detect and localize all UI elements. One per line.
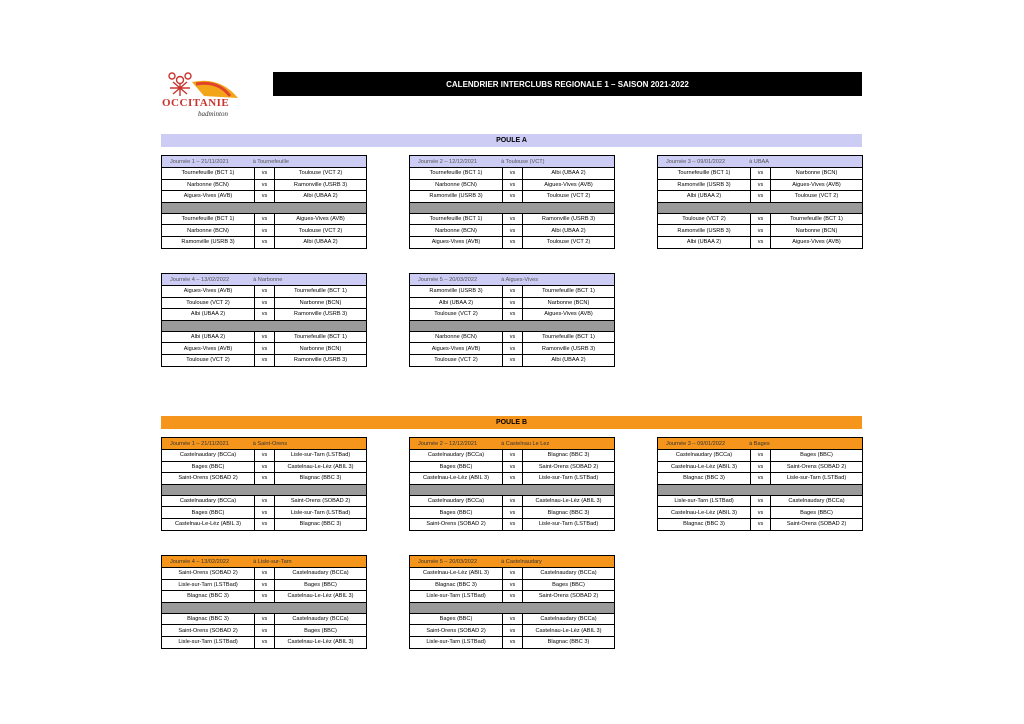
home-team: Toulouse (VCT 2) (410, 309, 503, 321)
match-row (410, 461, 615, 473)
match-row (658, 213, 863, 225)
match-row (658, 225, 863, 237)
versus-label: vs (255, 518, 275, 530)
away-team: Bages (BBC) (523, 579, 615, 591)
journee-date: Journée 4 – 13/02/2022 (170, 276, 230, 283)
home-team: Aigues-Vives (AVB) (162, 343, 255, 355)
journee-venue: à Bages (749, 440, 770, 447)
versus-label: vs (503, 331, 523, 343)
home-team: Castelnaudary (BCCa) (410, 450, 503, 462)
away-team: Tournefeuille (BCT 1) (523, 331, 615, 343)
versus-label: vs (503, 461, 523, 473)
home-team: Tournefeuille (BCT 1) (162, 168, 255, 180)
versus-label: vs (255, 225, 275, 237)
poule-a-journee-4-table (161, 273, 367, 367)
match-row (410, 568, 615, 580)
versus-label: vs (503, 450, 523, 462)
home-team: Saint-Orens (SOBAD 2) (410, 625, 503, 637)
home-team: Blagnac (BBC 3) (658, 473, 751, 485)
home-team: Toulouse (VCT 2) (162, 297, 255, 309)
away-team: Albi (UBAA 2) (275, 236, 367, 248)
round-separator (658, 484, 863, 495)
versus-label: vs (503, 309, 523, 321)
home-team: Ramonville (USRB 3) (658, 225, 751, 237)
match-row (410, 473, 615, 485)
match-row (162, 495, 367, 507)
match-row (410, 179, 615, 191)
match-row (162, 591, 367, 603)
journee-header (162, 156, 367, 168)
versus-label: vs (255, 309, 275, 321)
versus-label: vs (503, 191, 523, 203)
home-team: Saint-Orens (SOBAD 2) (162, 473, 255, 485)
match-row (410, 354, 615, 366)
versus-label: vs (255, 236, 275, 248)
away-team: Toulouse (VCT 2) (771, 191, 863, 203)
away-team: Lisle-sur-Tarn (LSTBad) (275, 450, 367, 462)
journee-header (162, 556, 367, 568)
versus-label: vs (255, 625, 275, 637)
away-team: Narbonne (BCN) (771, 168, 863, 180)
versus-label: vs (255, 461, 275, 473)
home-team: Saint-Orens (SOBAD 2) (162, 568, 255, 580)
away-team: Castelnaudary (BCCa) (523, 568, 615, 580)
match-row (162, 613, 367, 625)
journee-date: Journée 2 – 12/12/2021 (418, 158, 478, 165)
away-team: Bages (BBC) (771, 507, 863, 519)
versus-label: vs (503, 297, 523, 309)
versus-label: vs (255, 507, 275, 519)
poule-b-header: POULE B (161, 416, 862, 429)
round-separator (162, 320, 367, 331)
match-row (410, 591, 615, 603)
round-separator (410, 320, 615, 331)
away-team: Narbonne (BCN) (771, 225, 863, 237)
home-team: Albi (UBAA 2) (658, 191, 751, 203)
versus-label: vs (503, 168, 523, 180)
match-row (658, 495, 863, 507)
journee-venue: à Lisle-sur-Tarn (253, 558, 292, 565)
journee-header (658, 438, 863, 450)
away-team: Castelnau-Le-Lèz (ABIL 3) (275, 461, 367, 473)
match-row (162, 461, 367, 473)
away-team: Castelnaudary (BCCa) (523, 613, 615, 625)
match-row (410, 168, 615, 180)
versus-label: vs (255, 450, 275, 462)
occitanie-badminton-logo (158, 70, 246, 120)
versus-label: vs (751, 213, 771, 225)
home-team: Saint-Orens (SOBAD 2) (162, 625, 255, 637)
versus-label: vs (503, 507, 523, 519)
match-row (162, 168, 367, 180)
match-row (162, 213, 367, 225)
home-team: Albi (UBAA 2) (162, 331, 255, 343)
match-row (162, 450, 367, 462)
away-team: Ramonville (USRB 3) (275, 309, 367, 321)
logo-text-occitanie: OCCITANIE (162, 97, 230, 109)
home-team: Castelnaudary (BCCa) (162, 495, 255, 507)
poule-a-journee-3-table (657, 155, 863, 249)
away-team: Toulouse (VCT 2) (275, 168, 367, 180)
versus-label: vs (751, 168, 771, 180)
away-team: Bages (BBC) (771, 450, 863, 462)
home-team: Castelnaudary (BCCa) (162, 450, 255, 462)
journee-date: Journée 1 – 21/11/2021 (170, 158, 229, 165)
away-team: Toulouse (VCT 2) (523, 236, 615, 248)
home-team: Lisle-sur-Tarn (LSTBad) (162, 636, 255, 648)
versus-label: vs (751, 225, 771, 237)
home-team: Narbonne (BCN) (410, 331, 503, 343)
poule-a-header: POULE A (161, 134, 862, 147)
match-row (162, 236, 367, 248)
journee-header (410, 438, 615, 450)
versus-label: vs (751, 236, 771, 248)
round-separator (162, 202, 367, 213)
away-team: Tournefeuille (BCT 1) (275, 331, 367, 343)
versus-label: vs (751, 473, 771, 485)
versus-label: vs (255, 168, 275, 180)
away-team: Tournefeuille (BCT 1) (771, 213, 863, 225)
home-team: Castelnau-Le-Lèz (ABIL 3) (410, 568, 503, 580)
home-team: Toulouse (VCT 2) (162, 354, 255, 366)
match-row (162, 191, 367, 203)
away-team: Albi (UBAA 2) (523, 225, 615, 237)
journee-header (162, 438, 367, 450)
journee-header (410, 156, 615, 168)
match-row (410, 450, 615, 462)
home-team: Bages (BBC) (410, 507, 503, 519)
home-team: Ramonville (USRB 3) (410, 191, 503, 203)
journee-header (162, 274, 367, 286)
journee-venue: à Castelnaudary (501, 558, 542, 565)
match-row (410, 225, 615, 237)
match-row (162, 579, 367, 591)
versus-label: vs (255, 568, 275, 580)
match-row (658, 507, 863, 519)
away-team: Lisle-sur-Tarn (LSTBad) (523, 518, 615, 530)
away-team: Lisle-sur-Tarn (LSTBad) (523, 473, 615, 485)
poule-b-journee-5-table (409, 555, 615, 649)
match-row (410, 613, 615, 625)
versus-label: vs (503, 591, 523, 603)
journee-venue: à Tournefeuille (252, 158, 289, 165)
home-team: Toulouse (VCT 2) (658, 213, 751, 225)
match-row (410, 343, 615, 355)
journee-venue: à Narbonne (253, 276, 283, 283)
match-row (658, 473, 863, 485)
journee-date: Journée 5 – 20/03/2022 (418, 276, 478, 283)
home-team: Aigues-Vives (AVB) (410, 236, 503, 248)
versus-label: vs (503, 518, 523, 530)
versus-label: vs (751, 461, 771, 473)
versus-label: vs (503, 225, 523, 237)
journee-venue: à Aigues-Vives (501, 276, 539, 283)
home-team: Saint-Orens (SOBAD 2) (410, 518, 503, 530)
versus-label: vs (503, 213, 523, 225)
away-team: Castelnau-Le-Lèz (ABIL 3) (523, 495, 615, 507)
round-separator (162, 602, 367, 613)
journee-date: Journée 4 – 13/02/2022 (170, 558, 230, 565)
journee-date: Journée 1 – 21/11/2021 (170, 440, 229, 447)
versus-label: vs (503, 343, 523, 355)
versus-label: vs (751, 495, 771, 507)
match-row (410, 191, 615, 203)
away-team: Castelnaudary (BCCa) (275, 613, 367, 625)
versus-label: vs (255, 331, 275, 343)
away-team: Saint-Orens (SOBAD 2) (771, 461, 863, 473)
match-row (162, 225, 367, 237)
versus-label: vs (255, 179, 275, 191)
match-row (162, 297, 367, 309)
match-row (162, 343, 367, 355)
home-team: Bages (BBC) (162, 507, 255, 519)
poule-a-journee-5-table (409, 273, 615, 367)
away-team: Bages (BBC) (275, 625, 367, 637)
home-team: Albi (UBAA 2) (162, 309, 255, 321)
versus-label: vs (751, 179, 771, 191)
journee-venue: à Toulouse (VCT) (501, 158, 545, 165)
home-team: Ramonville (USRB 3) (658, 179, 751, 191)
match-row (410, 518, 615, 530)
match-row (410, 236, 615, 248)
away-team: Ramonville (USRB 3) (523, 213, 615, 225)
away-team: Tournefeuille (BCT 1) (523, 286, 615, 298)
poule-b-journee-4-table (161, 555, 367, 649)
away-team: Toulouse (VCT 2) (275, 225, 367, 237)
home-team: Blagnac (BBC 3) (162, 591, 255, 603)
away-team: Narbonne (BCN) (275, 297, 367, 309)
poule-b-journee-1-table (161, 437, 367, 531)
away-team: Tournefeuille (BCT 1) (275, 286, 367, 298)
versus-label: vs (751, 191, 771, 203)
away-team: Albi (UBAA 2) (275, 191, 367, 203)
versus-label: vs (751, 518, 771, 530)
away-team: Saint-Orens (SOBAD 2) (275, 495, 367, 507)
home-team: Bages (BBC) (410, 613, 503, 625)
home-team: Tournefeuille (BCT 1) (410, 168, 503, 180)
away-team: Aigues-Vives (AVB) (275, 213, 367, 225)
home-team: Narbonne (BCN) (410, 179, 503, 191)
away-team: Saint-Orens (SOBAD 2) (771, 518, 863, 530)
match-row (410, 625, 615, 637)
match-row (410, 309, 615, 321)
home-team: Lisle-sur-Tarn (LSTBad) (658, 495, 751, 507)
away-team: Lisle-sur-Tarn (LSTBad) (771, 473, 863, 485)
home-team: Aigues-Vives (AVB) (162, 191, 255, 203)
away-team: Saint-Orens (SOBAD 2) (523, 461, 615, 473)
journee-date: Journée 5 – 20/03/2022 (418, 558, 478, 565)
home-team: Tournefeuille (BCT 1) (410, 213, 503, 225)
away-team: Ramonville (USRB 3) (275, 354, 367, 366)
home-team: Narbonne (BCN) (162, 179, 255, 191)
match-row (410, 507, 615, 519)
journee-venue: à UBAA (749, 158, 770, 165)
match-row (410, 495, 615, 507)
home-team: Narbonne (BCN) (410, 225, 503, 237)
versus-label: vs (255, 213, 275, 225)
match-row (658, 191, 863, 203)
round-separator (410, 484, 615, 495)
match-row (162, 636, 367, 648)
home-team: Albi (UBAA 2) (410, 297, 503, 309)
away-team: Castelnau-Le-Lèz (ABIL 3) (523, 625, 615, 637)
versus-label: vs (503, 354, 523, 366)
home-team: Aigues-Vives (AVB) (410, 343, 503, 355)
versus-label: vs (255, 473, 275, 485)
match-row (162, 507, 367, 519)
journee-header (410, 556, 615, 568)
poule-b-journee-3-table (657, 437, 863, 531)
journee-header (658, 156, 863, 168)
away-team: Blagnac (BBC 3) (275, 473, 367, 485)
home-team: Tournefeuille (BCT 1) (162, 213, 255, 225)
match-row (162, 568, 367, 580)
versus-label: vs (255, 191, 275, 203)
home-team: Blagnac (BBC 3) (410, 579, 503, 591)
versus-label: vs (503, 495, 523, 507)
home-team: Bages (BBC) (162, 461, 255, 473)
away-team: Toulouse (VCT 2) (523, 191, 615, 203)
away-team: Bages (BBC) (275, 579, 367, 591)
logo-text-badminton: badminton (198, 110, 228, 118)
poule-a-journee-2-table (409, 155, 615, 249)
versus-label: vs (503, 286, 523, 298)
match-row (658, 461, 863, 473)
versus-label: vs (751, 450, 771, 462)
away-team: Narbonne (BCN) (275, 343, 367, 355)
versus-label: vs (255, 495, 275, 507)
versus-label: vs (503, 625, 523, 637)
match-row (410, 213, 615, 225)
home-team: Bages (BBC) (410, 461, 503, 473)
versus-label: vs (255, 636, 275, 648)
home-team: Lisle-sur-Tarn (LSTBad) (410, 636, 503, 648)
home-team: Blagnac (BBC 3) (162, 613, 255, 625)
versus-label: vs (503, 179, 523, 191)
away-team: Castelnau-Le-Lèz (ABIL 3) (275, 591, 367, 603)
match-row (162, 518, 367, 530)
home-team: Toulouse (VCT 2) (410, 354, 503, 366)
match-row (410, 579, 615, 591)
away-team: Albi (UBAA 2) (523, 168, 615, 180)
journee-venue: à Castelnau Le Lez (501, 440, 550, 447)
match-row (162, 179, 367, 191)
away-team: Aigues-Vives (AVB) (523, 179, 615, 191)
home-team: Lisle-sur-Tarn (LSTBad) (162, 579, 255, 591)
journee-date: Journée 3 – 09/01/2022 (666, 440, 726, 447)
versus-label: vs (503, 613, 523, 625)
home-team: Castelnau-Le-Lèz (ABIL 3) (410, 473, 503, 485)
match-row (162, 331, 367, 343)
home-team: Castelnaudary (BCCa) (658, 450, 751, 462)
match-row (658, 179, 863, 191)
page-title: CALENDRIER INTERCLUBS REGIONALE 1 – SAISON 2021-2022 (273, 72, 862, 96)
journee-venue: à Saint-Orens (252, 440, 288, 447)
home-team: Castelnaudary (BCCa) (410, 495, 503, 507)
home-team: Tournefeuille (BCT 1) (658, 168, 751, 180)
versus-label: vs (255, 579, 275, 591)
match-row (410, 286, 615, 298)
round-separator (658, 202, 863, 213)
versus-label: vs (503, 236, 523, 248)
match-row (658, 236, 863, 248)
away-team: Blagnac (BBC 3) (523, 507, 615, 519)
round-separator (162, 484, 367, 495)
home-team: Blagnac (BBC 3) (658, 518, 751, 530)
versus-label: vs (503, 473, 523, 485)
match-row (162, 625, 367, 637)
away-team: Lisle-sur-Tarn (LSTBad) (275, 507, 367, 519)
poule-a-journee-1-table (161, 155, 367, 249)
versus-label: vs (255, 354, 275, 366)
home-team: Aigues-Vives (AVB) (162, 286, 255, 298)
journee-header (410, 274, 615, 286)
match-row (410, 331, 615, 343)
home-team: Narbonne (BCN) (162, 225, 255, 237)
match-row (410, 636, 615, 648)
match-row (658, 168, 863, 180)
match-row (162, 354, 367, 366)
match-row (162, 286, 367, 298)
match-row (162, 309, 367, 321)
home-team: Castelnau-Le-Lèz (ABIL 3) (162, 518, 255, 530)
home-team: Ramonville (USRB 3) (162, 236, 255, 248)
match-row (410, 297, 615, 309)
home-team: Castelnau-Le-Lèz (ABIL 3) (658, 461, 751, 473)
versus-label: vs (255, 613, 275, 625)
away-team: Blagnac (BBC 3) (523, 450, 615, 462)
away-team: Albi (UBAA 2) (523, 354, 615, 366)
shuttlecock-cross-icon (169, 73, 191, 96)
home-team: Ramonville (USRB 3) (410, 286, 503, 298)
round-separator (410, 202, 615, 213)
away-team: Saint-Orens (SOBAD 2) (523, 591, 615, 603)
away-team: Castelnau-Le-Lèz (ABIL 3) (275, 636, 367, 648)
journee-date: Journée 2 – 12/12/2021 (418, 440, 478, 447)
away-team: Castelnaudary (BCCa) (771, 495, 863, 507)
away-team: Blagnac (BBC 3) (275, 518, 367, 530)
home-team: Albi (UBAA 2) (658, 236, 751, 248)
away-team: Ramonville (USRB 3) (523, 343, 615, 355)
away-team: Aigues-Vives (AVB) (771, 236, 863, 248)
versus-label: vs (255, 343, 275, 355)
versus-label: vs (503, 579, 523, 591)
versus-label: vs (255, 297, 275, 309)
match-row (162, 473, 367, 485)
away-team: Castelnaudary (BCCa) (275, 568, 367, 580)
home-team: Lisle-sur-Tarn (LSTBad) (410, 591, 503, 603)
match-row (658, 450, 863, 462)
home-team: Castelnau-Le-Lèz (ABIL 3) (658, 507, 751, 519)
away-team: Ramonville (USRB 3) (275, 179, 367, 191)
journee-date: Journée 3 – 09/01/2022 (666, 158, 726, 165)
round-separator (410, 602, 615, 613)
versus-label: vs (255, 286, 275, 298)
poule-b-journee-2-table (409, 437, 615, 531)
away-team: Narbonne (BCN) (523, 297, 615, 309)
match-row (658, 518, 863, 530)
away-team: Aigues-Vives (AVB) (771, 179, 863, 191)
away-team: Blagnac (BBC 3) (523, 636, 615, 648)
versus-label: vs (255, 591, 275, 603)
away-team: Aigues-Vives (AVB) (523, 309, 615, 321)
versus-label: vs (751, 507, 771, 519)
versus-label: vs (503, 636, 523, 648)
versus-label: vs (503, 568, 523, 580)
